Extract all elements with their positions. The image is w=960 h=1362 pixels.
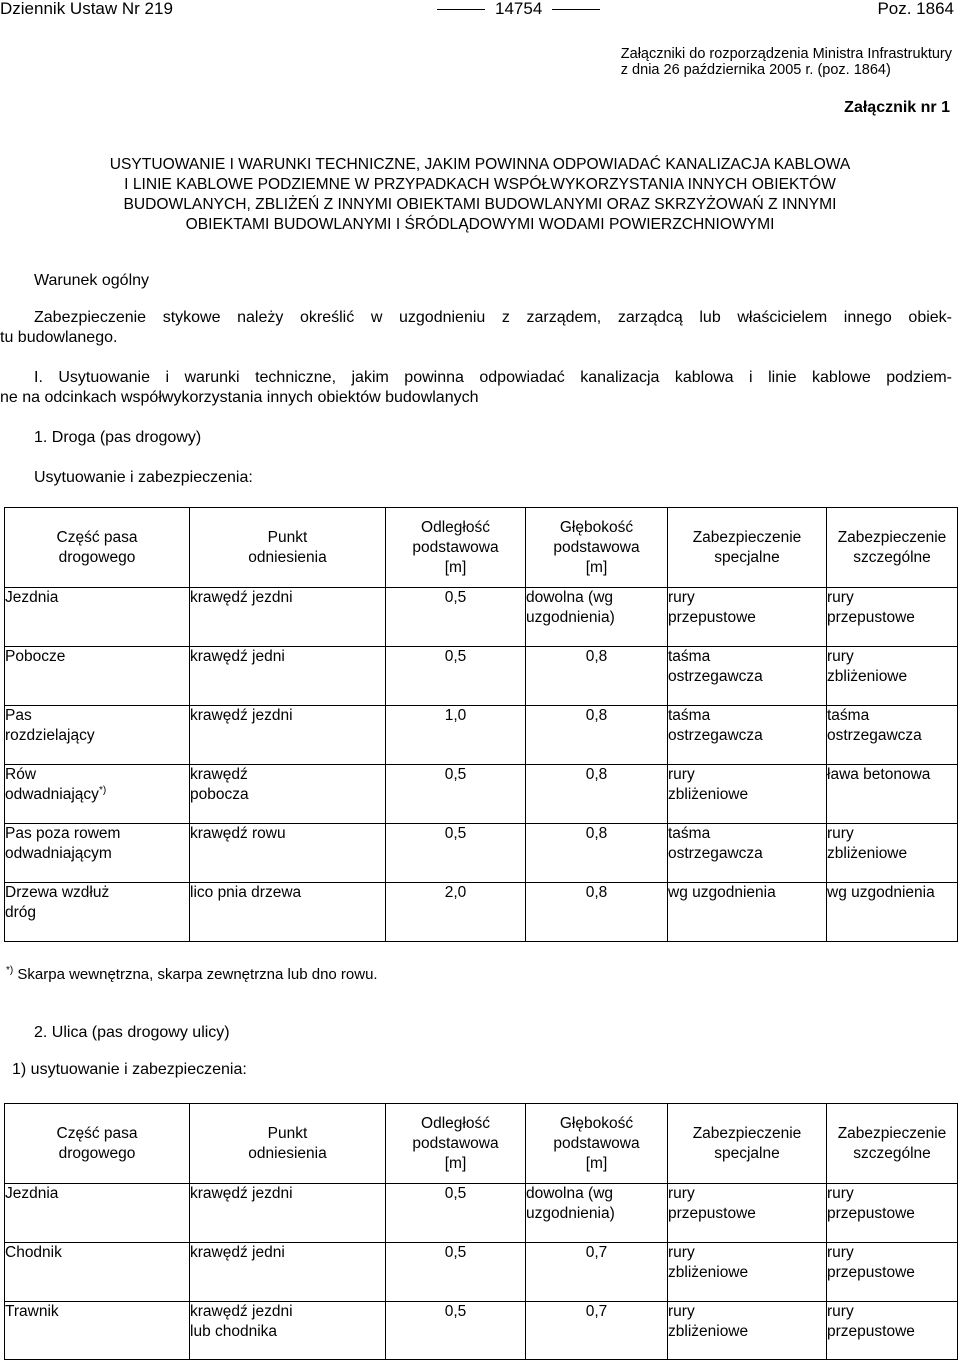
general-text-line: Zabezpieczenie stykowe należy określić w uzgodnieniu z zarządem, zarządcą lub właścicielem innego obiek- <box>34 309 952 326</box>
cell-depth: 0,8 <box>526 824 668 883</box>
annex-title: Załącznik nr 1 <box>844 99 950 116</box>
header-depth: Głębokość podstawowa [m] <box>526 508 668 588</box>
header-reference: Punkt odniesienia <box>190 1104 386 1184</box>
cell-reference: krawędź jezdni lub chodnika <box>190 1302 386 1360</box>
page-number <box>427 0 610 18</box>
cell-part: Pobocze <box>5 647 190 706</box>
cell-reference: krawędź pobocza <box>190 765 386 824</box>
main-title-line: BUDOWLANYCH, ZBLIŻEŃ Z INNYMI OBIEKTAMI BUDOWLANYMI ORAZ SKRZYŻOWAŃ Z INNYMI <box>123 196 837 213</box>
page-number-text: 14754 <box>495 0 543 18</box>
section-i-line: I. Usytuowanie i warunki techniczne, jakim powinna odpowiadać kanalizacja kablowa i linie kablowe podziem- <box>34 369 952 386</box>
cell-particular: rury przepustowe <box>827 1184 958 1243</box>
cell-depth: 0,8 <box>526 647 668 706</box>
general-text-line: tu budowlanego. <box>0 329 118 346</box>
cell-particular: rury przepustowe <box>827 1243 958 1302</box>
subsection-1-heading <box>34 428 952 448</box>
cell-particular: rury przepustowe <box>827 1302 958 1360</box>
cell-special: rury zbliżeniowe <box>668 1302 827 1360</box>
cell-reference: lico pnia drzewa <box>190 883 386 942</box>
cell-special: taśma ostrzegawcza <box>668 706 827 765</box>
cell-particular: ława betonowa <box>827 765 958 824</box>
cell-depth: 0,8 <box>526 765 668 824</box>
header-reference: Punkt odniesienia <box>190 508 386 588</box>
table-row <box>5 588 958 647</box>
cell-distance: 0,5 <box>386 1243 526 1302</box>
cell-special: taśma ostrzegawcza <box>668 824 827 883</box>
cell-special: rury zbliżeniowe <box>668 1243 827 1302</box>
header-depth: Głębokość podstawowa [m] <box>526 1104 668 1184</box>
annex-note-line: Załączniki do rozporządzenia Ministra Infrastruktury <box>620 46 952 62</box>
section-i-line: ne na odcinkach współwykorzystania innych obiektów budowlanych <box>0 389 479 406</box>
cell-distance: 0,5 <box>386 1302 526 1360</box>
cell-special: taśma ostrzegawcza <box>668 647 827 706</box>
table-row <box>5 647 958 706</box>
general-heading: Warunek ogólny <box>34 272 150 289</box>
table-row <box>5 706 958 765</box>
main-title-line: OBIEKTAMI BUDOWLANYMI I ŚRÓDLĄDOWYMI WODAMI POWIERZCHNIOWYMI <box>185 216 775 233</box>
cell-reference: krawędź jedni <box>190 1243 386 1302</box>
header-particular: Zabezpieczenie szczególne <box>827 508 958 588</box>
cell-distance: 2,0 <box>386 883 526 942</box>
subsection-1-heading-text: 1. Droga (pas drogowy) <box>34 429 202 446</box>
annex-note-line: z dnia 26 października 2005 r. (poz. 1864) <box>620 61 891 78</box>
table-header-row <box>5 508 958 588</box>
cell-particular: wg uzgodnienia <box>827 883 958 942</box>
cell-part: Pas rozdzielający <box>5 706 190 765</box>
subsection-2-intro: 1) usytuowanie i zabezpieczenia: <box>12 1061 247 1078</box>
cell-depth: 0,7 <box>526 1243 668 1302</box>
journal-name: Dziennik Ustaw Nr 219 <box>0 0 173 18</box>
cell-particular: rury zbliżeniowe <box>827 824 958 883</box>
cell-particular: rury zbliżeniowe <box>827 647 958 706</box>
cell-distance: 0,5 <box>386 647 526 706</box>
cell-special: rury przepustowe <box>668 588 827 647</box>
table-row <box>5 1302 958 1360</box>
cell-special: wg uzgodnienia <box>668 883 827 942</box>
cell-depth: 0,8 <box>526 706 668 765</box>
header-particular: Zabezpieczenie szczególne <box>827 1104 958 1184</box>
cell-reference: krawędź rowu <box>190 824 386 883</box>
header-distance: Odległość podstawowa [m] <box>386 508 526 588</box>
cell-depth: 0,8 <box>526 883 668 942</box>
header-part: Część pasa drogowego <box>5 1104 190 1184</box>
footnote <box>6 966 378 983</box>
cell-special: rury przepustowe <box>668 1184 827 1243</box>
header-special: Zabezpieczenie specjalne <box>668 508 827 588</box>
table-row <box>5 824 958 883</box>
table-row <box>5 883 958 942</box>
subsection-1-intro: Usytuowanie i zabezpieczenia: <box>34 469 253 486</box>
cell-part: Drzewa wzdłuż dróg <box>5 883 190 942</box>
cell-reference: krawędź jezdni <box>190 588 386 647</box>
main-title-line: I LINIE KABLOWE PODZIEMNE W PRZYPADKACH WSPÓŁWYKORZYSTANIA INNYCH OBIEKTÓW <box>124 176 836 193</box>
footnote-mark: *) <box>6 965 14 976</box>
cell-particular: rury przepustowe <box>827 588 958 647</box>
main-title-line: USYTUOWANIE I WARUNKI TECHNICZNE, JAKIM POWINNA ODPOWIADAĆ KANALIZACJA KABLOWA <box>109 156 851 173</box>
general-text <box>0 308 952 348</box>
footnote-mark: *) <box>98 784 107 796</box>
table-row <box>5 1184 958 1243</box>
cell-depth: dowolna (wg uzgodnienia) <box>526 588 668 647</box>
position-number: Poz. 1864 <box>877 0 954 18</box>
cell-distance: 0,5 <box>386 588 526 647</box>
table-street <box>4 1103 958 1360</box>
cell-part: Pas poza rowem odwadniającym <box>5 824 190 883</box>
cell-part: Jezdnia <box>5 1184 190 1243</box>
subsection-2-heading: 2. Ulica (pas drogowy ulicy) <box>34 1024 230 1041</box>
cell-part: Trawnik <box>5 1302 190 1360</box>
page-header <box>0 0 960 18</box>
cell-distance: 1,0 <box>386 706 526 765</box>
cell-reference: krawędź jedni <box>190 647 386 706</box>
header-special: Zabezpieczenie specjalne <box>668 1104 827 1184</box>
header-distance: Odległość podstawowa [m] <box>386 1104 526 1184</box>
footnote-text: Skarpa wewnętrzna, skarpa zewnętrzna lub dno rowu. <box>17 966 378 983</box>
cell-particular: taśma ostrzegawcza <box>827 706 958 765</box>
table-row <box>5 1243 958 1302</box>
cell-depth: dowolna (wg uzgodnienia) <box>526 1184 668 1243</box>
cell-distance: 0,5 <box>386 1184 526 1243</box>
section-i-text <box>0 368 952 408</box>
table-header-row <box>5 1104 958 1184</box>
main-title <box>0 155 960 235</box>
cell-depth: 0,7 <box>526 1302 668 1360</box>
annex-note <box>621 47 952 78</box>
cell-distance: 0,5 <box>386 824 526 883</box>
cell-part: Rów odwadniający*) <box>5 765 190 824</box>
table-road <box>4 507 958 942</box>
cell-part: Jezdnia <box>5 588 190 647</box>
header-part: Część pasa drogowego <box>5 508 190 588</box>
table-row <box>5 765 958 824</box>
cell-distance: 0,5 <box>386 765 526 824</box>
cell-part: Chodnik <box>5 1243 190 1302</box>
cell-special: rury zbliżeniowe <box>668 765 827 824</box>
cell-reference: krawędź jezdni <box>190 1184 386 1243</box>
cell-reference: krawędź jezdni <box>190 706 386 765</box>
